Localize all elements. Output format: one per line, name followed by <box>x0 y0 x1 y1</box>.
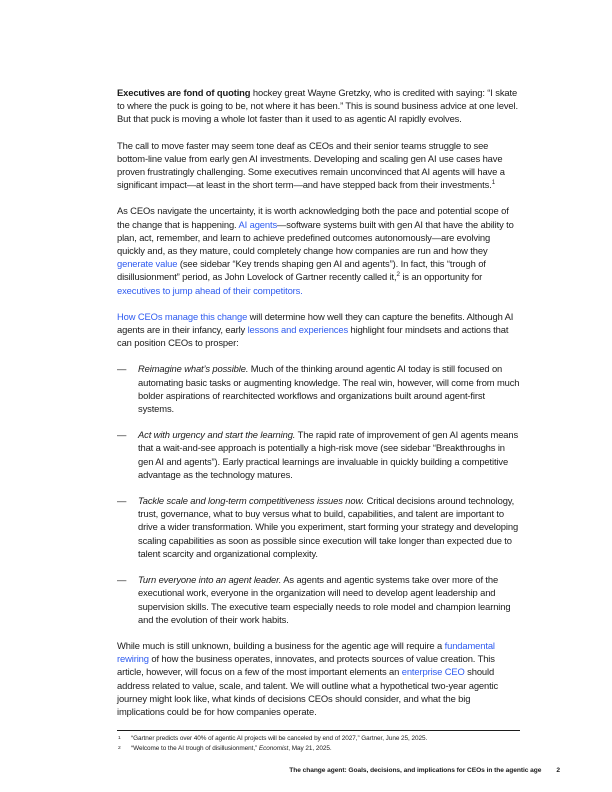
inline-link[interactable]: AI agents <box>238 218 278 230</box>
bullet-text <box>138 494 520 560</box>
paragraph <box>117 310 520 350</box>
text-run: “Welcome to the AI trough of disillusionment,” <box>131 744 259 752</box>
text-run: (see sidebar “Key trends shaping gen AI and agents”). In fact, this “trough of disillusionment” period, as John Lovelock of Gartner recently called it, <box>117 258 486 283</box>
footnote-ref: 2 <box>396 271 400 279</box>
page-number: 2 <box>556 767 560 774</box>
bullet-item <box>117 573 520 626</box>
inline-link[interactable]: executives to jump ahead of their competitors. <box>117 284 303 296</box>
text-run: Critical decisions around technology, trust, governance, what to buy versus what to build, capabilities, and talent are important to drive a wider transformation. While you experiment, start forming your strategy and developing scaling capabilities as soon as possible since execution will take longer than expected due to talent scarcity and organizational complexity. <box>138 495 519 559</box>
text-run: Economist <box>258 744 289 752</box>
paragraph <box>117 639 520 718</box>
paragraph <box>117 86 520 126</box>
inline-link[interactable]: enterprise CEO <box>401 666 465 678</box>
text-run: Executives are fond of quoting <box>117 87 253 98</box>
inline-link[interactable]: How CEOs manage this change <box>117 310 248 322</box>
bullet-dash: — <box>117 574 127 586</box>
text-run: is an opportunity for <box>399 271 483 283</box>
text-run: Tackle scale and long-term competitiveness issues now. <box>138 495 365 507</box>
text-run: While much is still unknown, building a business for the agentic age will require a <box>117 639 445 651</box>
footnote-number: 1 <box>118 736 121 741</box>
text-run: should address related to value, scale, and talent. We will outline what a hypothetical two-year agentic journey might look like, what kinds of decisions CEOs should consider, and what the big implications could be for how companies operate. <box>117 666 499 717</box>
inline-link[interactable]: lessons and experiences <box>247 324 349 336</box>
text-run: hockey great Wayne Gretzky, who is credited with saying: “I skate to where the puck is going to be, not where it has been.” This is sound business advice at one level. But that puck is moving a whole lot faster than it used to as agentic AI rapidly evolves. <box>117 87 518 125</box>
article-body <box>117 86 520 731</box>
text-run: of how the business operates, innovates, and protects sources of value creation. This article, however, will focus on a few of the most important elements an <box>117 653 495 678</box>
bullet-dash: — <box>117 363 127 375</box>
bullet-dash: — <box>117 495 127 507</box>
footnote-text <box>131 734 520 744</box>
text-run: Much of the thinking around agentic AI today is still focused on automating basic tasks or augmenting knowledge. The real win, however, will come from much bolder aspirations of rearchitected workflows and organizations built around agent-first systems. <box>138 363 520 415</box>
text-run: As agents and agentic systems take over more of the executional work, everyone in the organization will need to develop agent leadership and supervision skills. The executive team especially needs to role model and champion learning and the evolution of their work habits. <box>138 574 511 625</box>
footnote <box>117 744 520 754</box>
paragraph <box>117 204 520 296</box>
page-footer <box>289 767 560 774</box>
text-run: Reimagine what’s possible. <box>138 363 249 375</box>
text-run: As CEOs navigate the uncertainty, it is worth acknowledging both the pace and potential scope of the change that is happening. <box>117 205 509 230</box>
text-run: —software systems built with gen AI that have the ability to plan, act, remember, and learn to achieve predefined outcomes autonomously—are evolving quickly and, as they mature, could completely change how companies are run and how they <box>117 218 514 257</box>
footnote-number: 2 <box>118 745 121 751</box>
footnote <box>117 734 520 744</box>
text-run: Turn everyone into an agent leader. <box>138 574 282 586</box>
bullet-text <box>138 428 520 481</box>
paragraph <box>117 139 520 192</box>
text-run: “Gartner predicts over 40% of agentic AI projects will be canceled by end of 2027,” Gartner, June 25, 2025. <box>131 735 428 742</box>
footer-title: The change agent: Goals, decisions, and implications for CEOs in the agentic age <box>289 767 542 774</box>
inline-link[interactable]: fundamental rewiring <box>117 639 495 665</box>
bullet-item <box>117 494 520 560</box>
footnotes-section <box>117 730 520 753</box>
bullet-item <box>117 362 520 415</box>
bullet-dash: — <box>117 429 127 441</box>
bullet-text <box>138 362 520 415</box>
inline-link[interactable]: generate value <box>117 258 178 270</box>
bullet-item <box>117 428 520 481</box>
footnote-ref: 1 <box>491 179 496 187</box>
footnote-text <box>131 744 520 754</box>
text-run: , May 21, 2025. <box>288 744 332 752</box>
text-run: will determine how well they can capture the benefits. Although AI agents are in their infancy, early <box>117 310 514 336</box>
text-run: Act with urgency and start the learning. <box>138 429 296 441</box>
text-run: highlight four mindsets and actions that can position CEOs to prosper: <box>117 324 509 349</box>
text-run: The rapid rate of improvement of gen AI agents means that a wait-and-see approach is potentially a high-risk move (see sidebar “Breakthroughs in gen AI and agents”). Early practical learnings are invaluable in quickly building a competitive advantage as the technology matures. <box>138 429 519 480</box>
text-run: The call to move faster may seem tone deaf as CEOs and their senior teams struggle to see bottom-line value from early gen AI investments. Developing and scaling gen AI use cases have proven frustratingly challenging. Some executives remain unconvinced that AI agents will have a significant impact—at least in the short term—and have stepped back from their investments. <box>117 139 505 191</box>
bullet-text <box>138 573 520 626</box>
